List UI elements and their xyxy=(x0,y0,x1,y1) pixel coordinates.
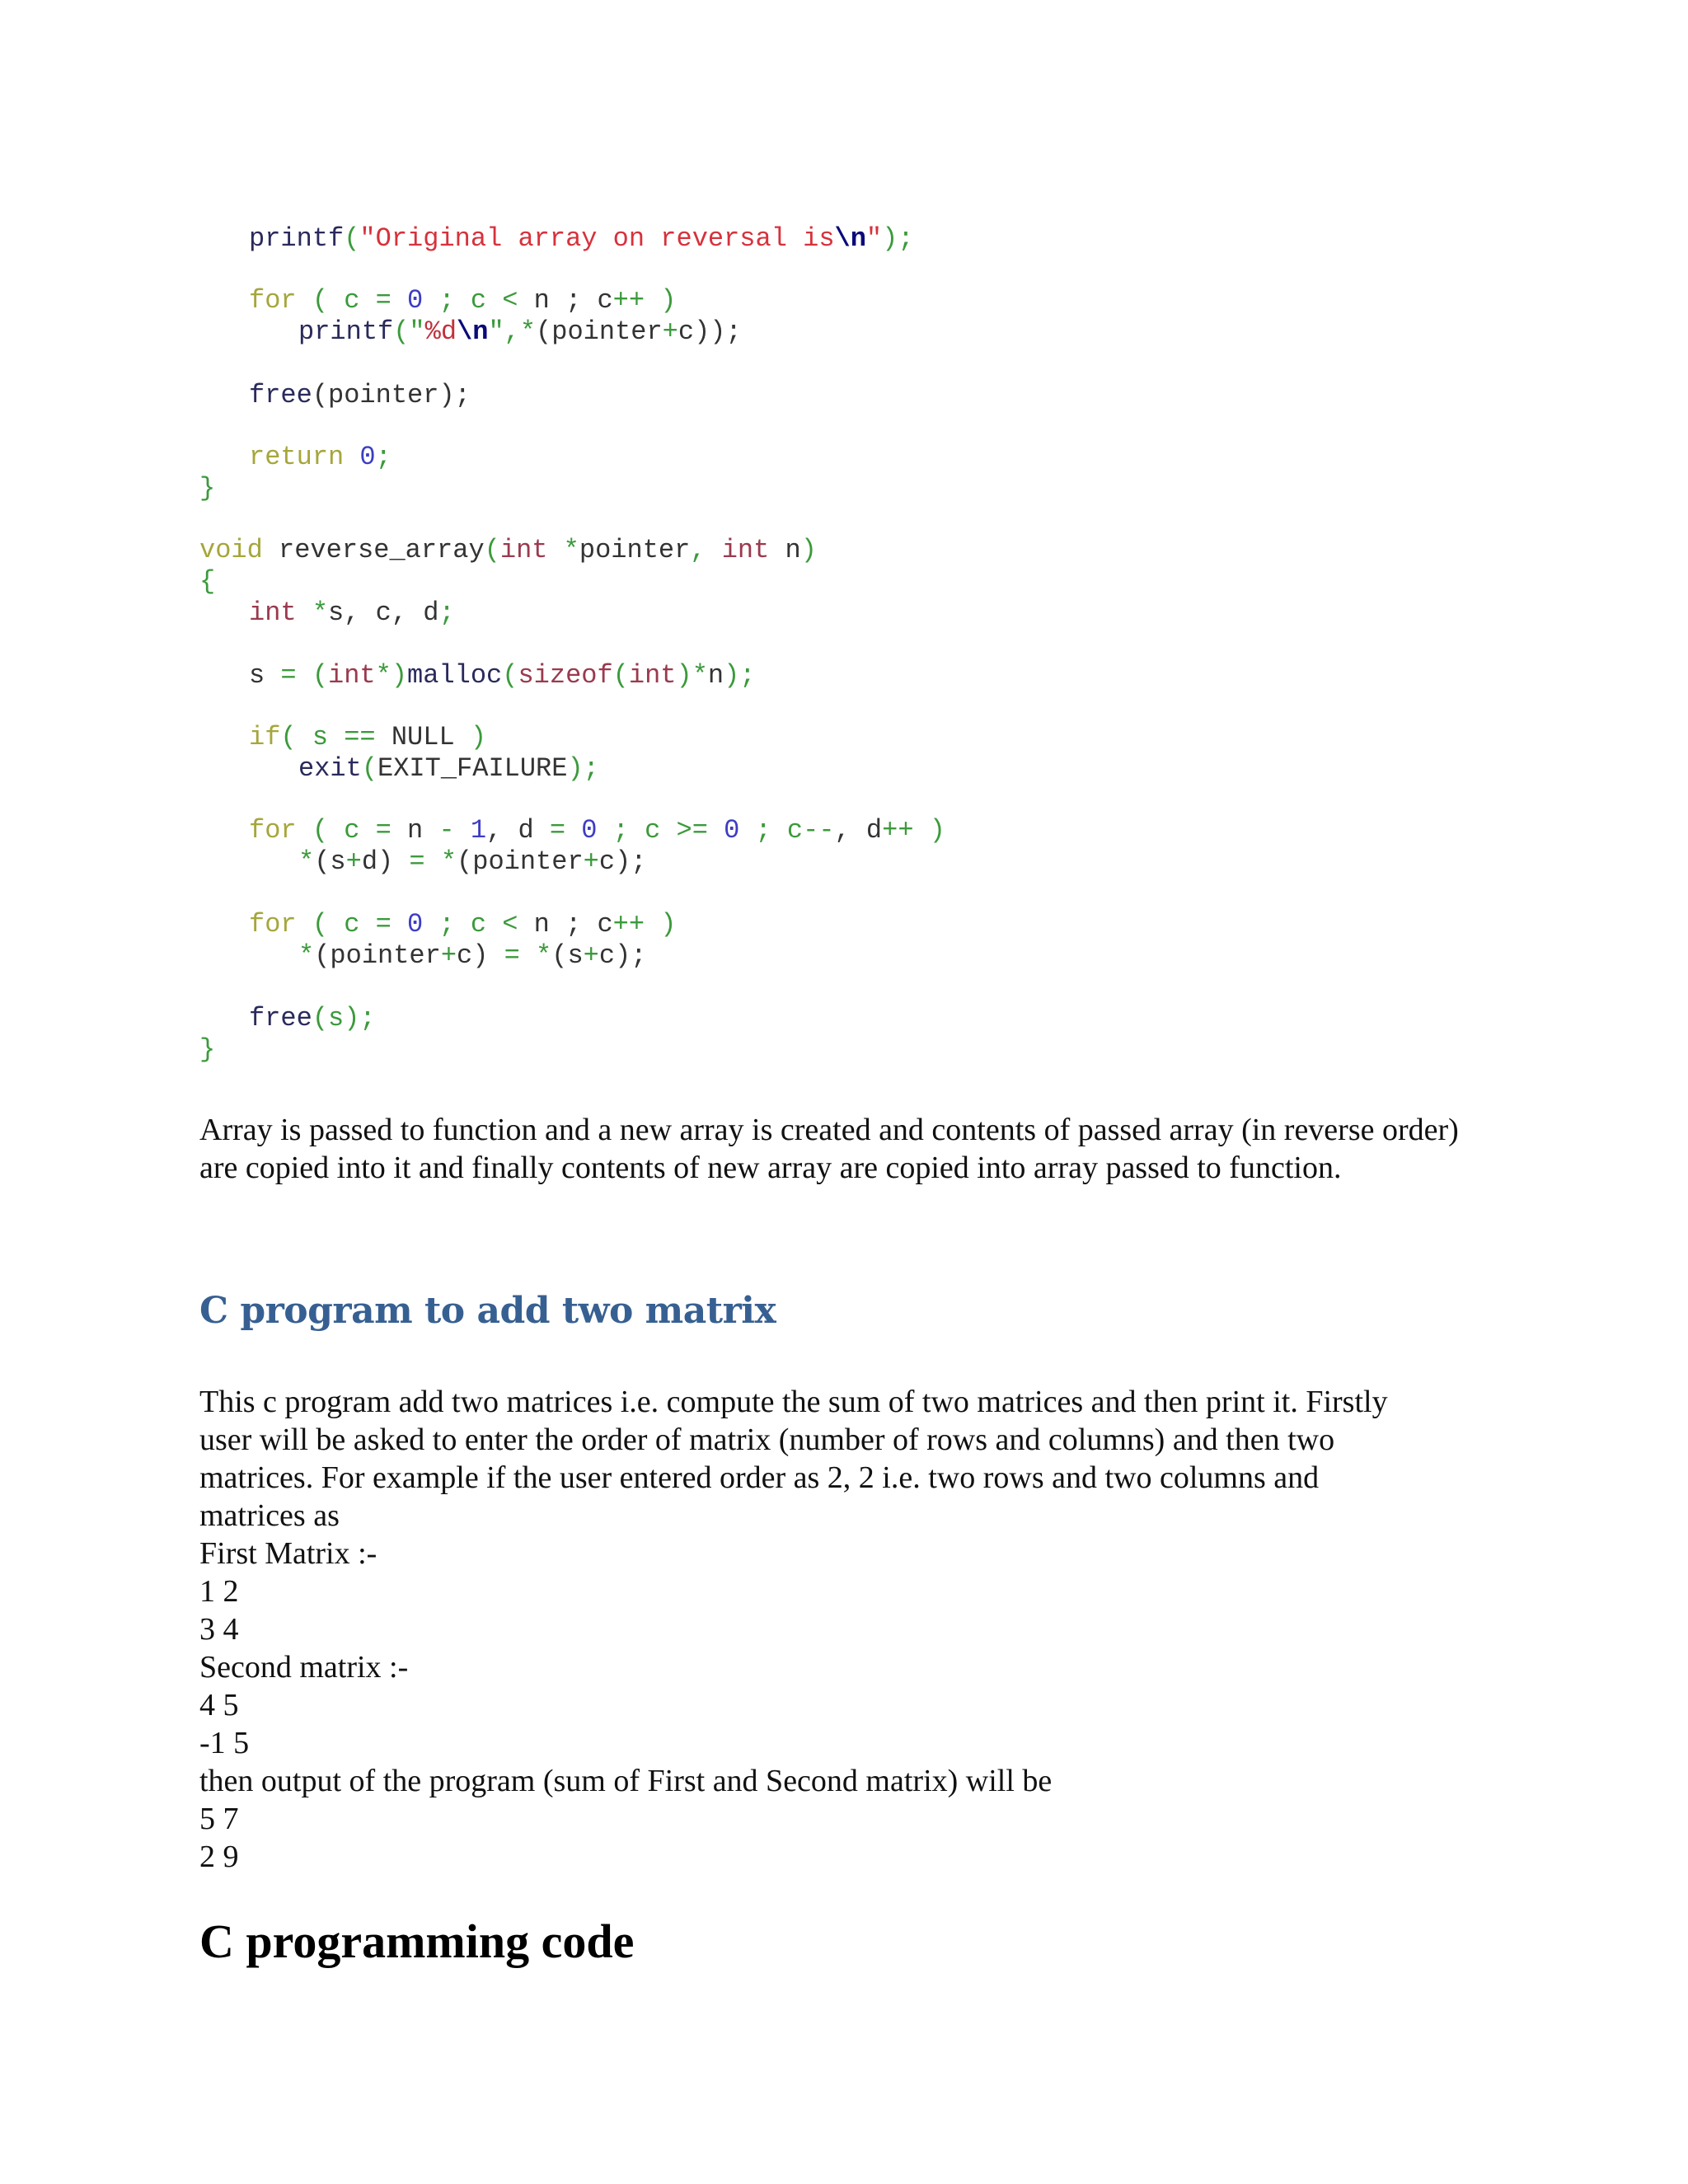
code-token: pointer xyxy=(579,535,691,565)
code-heading: C programming code xyxy=(199,1915,635,1968)
code-token: free xyxy=(249,380,312,410)
code-line xyxy=(298,316,742,349)
code-token: == xyxy=(344,722,376,752)
code-token: c) xyxy=(457,940,504,971)
explanation-text: Array is passed to function and a new array is created and contents of passed array (in reverse order) are copied into it and finally contents of new array are copied into array passed to function. xyxy=(199,1113,1459,1185)
code-token: n ; c xyxy=(518,909,613,940)
code-token: d) xyxy=(361,846,410,877)
code-line xyxy=(249,721,486,754)
code-token: = xyxy=(409,846,425,877)
code-token: *) xyxy=(375,660,408,691)
code-token: n xyxy=(769,535,801,565)
code-line xyxy=(199,565,215,598)
code-token: n xyxy=(707,660,724,691)
code-token: < xyxy=(502,285,518,316)
code-line xyxy=(249,659,756,692)
code-token: ++ xyxy=(882,815,914,846)
code-token: ) xyxy=(645,909,677,940)
code-token: + xyxy=(583,846,599,877)
code-token: 0 xyxy=(565,815,598,846)
explanation-paragraph xyxy=(199,1111,1461,1187)
code-token: s xyxy=(249,660,281,691)
code-token: if xyxy=(249,722,281,752)
code-token: , xyxy=(690,535,722,565)
code-token: printf xyxy=(298,316,394,347)
code-token: ; xyxy=(438,598,455,628)
code-line xyxy=(249,284,676,317)
code-token: n xyxy=(391,815,439,846)
matrix-row: -1 5 xyxy=(199,1726,250,1760)
code-token: (s); xyxy=(312,1003,376,1033)
code-token: malloc xyxy=(407,660,503,691)
code-token: ); xyxy=(724,660,756,691)
code-token: 1 xyxy=(454,815,487,846)
intro-line: user will be asked to enter the order of matrix (number of rows and columns) and then two xyxy=(199,1422,1335,1457)
code-token: s, c, d xyxy=(328,598,439,628)
code-token: ) xyxy=(913,815,945,846)
code-token: int xyxy=(499,535,548,565)
matrix-row: 1 2 xyxy=(199,1574,239,1609)
code-token: } xyxy=(199,473,216,504)
code-token: ( c xyxy=(296,815,376,846)
code-token: ); xyxy=(882,223,914,254)
code-token: c)); xyxy=(678,316,742,347)
code-token: < xyxy=(502,909,518,940)
code-token: c); xyxy=(598,940,647,971)
code-token: ; c xyxy=(739,815,804,846)
code-token: >= xyxy=(676,815,708,846)
code-token: int xyxy=(249,598,297,628)
code-line xyxy=(249,379,471,412)
code-token: int xyxy=(721,535,770,565)
code-token: , d xyxy=(486,815,550,846)
code-token: = xyxy=(549,815,566,846)
code-token: ( c xyxy=(296,909,376,940)
code-token: \n xyxy=(457,316,489,347)
output-line: then output of the program (sum of First and Second matrix) will be xyxy=(199,1764,1053,1798)
code-token: for xyxy=(249,815,297,846)
code-line xyxy=(199,1033,215,1066)
code-token: * xyxy=(424,846,457,877)
code-token: = xyxy=(375,815,392,846)
section-heading: C program to add two matrix xyxy=(199,1290,776,1332)
code-token: " xyxy=(865,223,883,254)
code-token: sizeof xyxy=(518,660,613,691)
code-token: 0 xyxy=(344,442,376,472)
matrix-row: 4 5 xyxy=(199,1688,239,1722)
code-token: = xyxy=(280,660,297,691)
code-token: (pointer xyxy=(536,316,663,347)
code-line xyxy=(249,814,945,847)
code-token: ", xyxy=(488,316,520,347)
code-token: ( xyxy=(612,660,629,691)
code-token: \n xyxy=(834,223,866,254)
code-line xyxy=(249,223,914,255)
matrix-row: 2 9 xyxy=(199,1840,239,1874)
code-token: EXIT_FAILURE xyxy=(377,753,568,784)
code-token: , d xyxy=(834,815,883,846)
code-token: + xyxy=(345,846,362,877)
code-token: n ; c xyxy=(518,285,613,316)
code-token: + xyxy=(440,940,457,971)
code-line xyxy=(298,846,646,879)
code-token: c); xyxy=(598,846,647,877)
code-token: ; c xyxy=(597,815,677,846)
code-token: 0 xyxy=(391,285,424,316)
code-token: { xyxy=(199,566,216,597)
code-token: )* xyxy=(676,660,708,691)
code-token: int xyxy=(328,660,376,691)
code-token: "Original array on reversal is xyxy=(359,223,835,254)
code-token: exit xyxy=(298,753,362,784)
matrix-row: 3 4 xyxy=(199,1612,239,1647)
code-line xyxy=(199,472,215,505)
code-token: (s xyxy=(314,846,346,877)
code-token: ( xyxy=(502,660,518,691)
code-token: * xyxy=(298,846,315,877)
code-token: ( xyxy=(484,535,500,565)
code-token: int xyxy=(628,660,677,691)
code-token: ) xyxy=(470,722,487,752)
code-line xyxy=(249,441,392,474)
first-matrix-label: First Matrix :- xyxy=(199,1536,377,1571)
intro-line: This c program add two matrices i.e. compute the sum of two matrices and then print it. Firstly xyxy=(199,1385,1388,1419)
code-token: void xyxy=(199,535,263,565)
code-token: ( xyxy=(361,753,378,784)
code-token: free xyxy=(249,1003,312,1033)
code-token: ( c xyxy=(296,285,376,316)
second-matrix-label: Second matrix :- xyxy=(199,1650,409,1685)
code-token: 0 xyxy=(391,909,424,940)
code-token: * xyxy=(547,535,579,565)
code-token: } xyxy=(199,1034,216,1065)
intro-line: matrices. For example if the user entered order as 2, 2 i.e. two rows and two columns and xyxy=(199,1460,1320,1495)
code-token: * xyxy=(296,598,329,628)
code-token: NULL xyxy=(375,722,471,752)
code-line xyxy=(249,908,676,941)
code-line xyxy=(298,940,646,972)
code-token: for xyxy=(249,285,297,316)
code-token: 0 xyxy=(707,815,740,846)
code-token: return xyxy=(249,442,345,472)
code-token: ( xyxy=(296,660,329,691)
matrix-row: 5 7 xyxy=(199,1802,239,1836)
code-token: = xyxy=(375,285,392,316)
section-body xyxy=(199,1383,1461,1876)
code-token: ++ xyxy=(612,909,645,940)
code-token: = xyxy=(375,909,392,940)
code-token: reverse_array xyxy=(262,535,485,565)
code-token: ; c xyxy=(423,909,503,940)
code-token: ) xyxy=(645,285,677,316)
code-token: - xyxy=(438,815,455,846)
code-token: ( xyxy=(344,223,360,254)
code-token: printf xyxy=(249,223,345,254)
code-token: ) xyxy=(800,535,817,565)
code-token: (s xyxy=(551,940,584,971)
code-token: ); xyxy=(567,753,599,784)
code-token: ++ xyxy=(612,285,645,316)
code-token: + xyxy=(583,940,599,971)
code-token: (pointer xyxy=(314,940,441,971)
intro-line: matrices as xyxy=(199,1498,340,1533)
code-token: * xyxy=(298,940,315,971)
code-line xyxy=(249,1002,376,1035)
code-token: ; c xyxy=(423,285,503,316)
code-token: * xyxy=(519,940,552,971)
code-token: (pointer); xyxy=(312,380,471,410)
code-token: for xyxy=(249,909,297,940)
code-token: = xyxy=(504,940,520,971)
code-token: (pointer xyxy=(457,846,584,877)
code-line xyxy=(249,597,455,630)
code-token: -- xyxy=(803,815,835,846)
code-token: %d xyxy=(424,316,457,347)
code-token: (" xyxy=(393,316,425,347)
code-token: * xyxy=(519,316,537,347)
code-token: + xyxy=(662,316,678,347)
code-token: ; xyxy=(375,442,392,472)
code-line xyxy=(199,534,817,567)
code-token: ( s xyxy=(280,722,345,752)
code-line xyxy=(298,752,599,785)
